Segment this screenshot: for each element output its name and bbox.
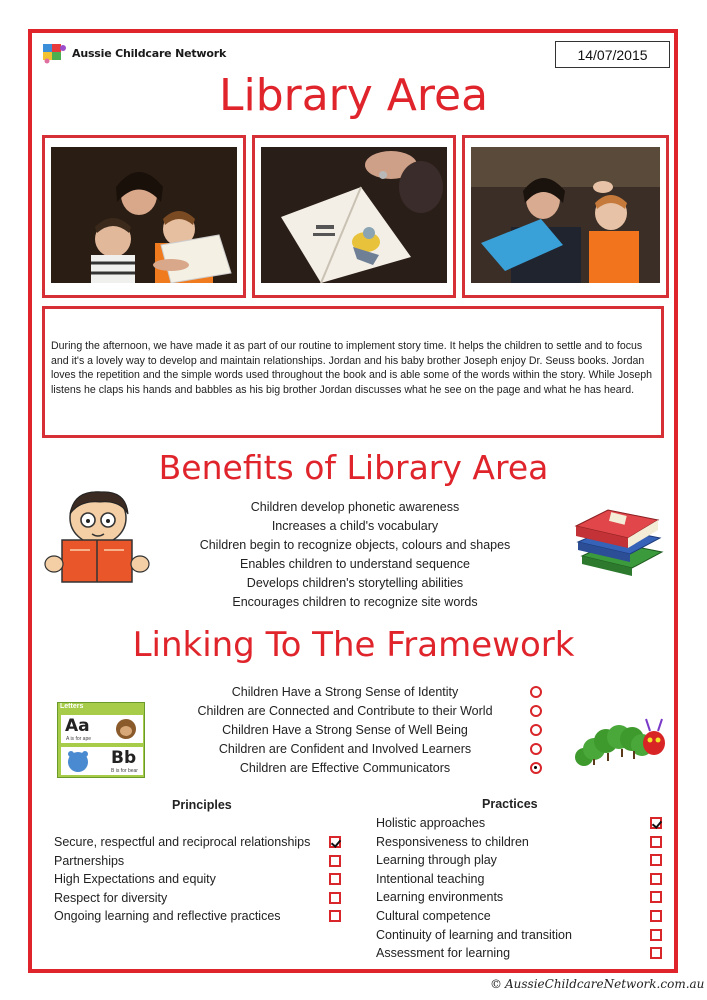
outcome-radio-selected[interactable]: [530, 762, 542, 774]
practice-checkbox[interactable]: [650, 891, 662, 903]
practice-label: Responsiveness to children: [376, 834, 529, 849]
outcome-label: Children are Confident and Involved Learners: [218, 741, 472, 756]
footer-copyright: [490, 977, 704, 991]
outcome-radio[interactable]: [530, 686, 542, 698]
outcome-row: [180, 739, 560, 758]
practice-label: Cultural competence: [376, 908, 491, 923]
page-title: Library Area: [218, 70, 489, 121]
principle-row: [54, 907, 346, 926]
outcome-row: [180, 701, 560, 720]
outcome-label: Children Have a Strong Sense of Well Being: [222, 722, 468, 737]
practice-row: [376, 944, 666, 963]
practice-checkbox[interactable]: [650, 929, 662, 941]
practice-checkbox[interactable]: [650, 947, 662, 959]
flashcard-card-a: [61, 715, 143, 743]
principle-checkbox[interactable]: [329, 873, 341, 885]
practices-list: [376, 814, 666, 963]
outcome-radio[interactable]: [530, 724, 542, 736]
principle-checkbox[interactable]: [329, 910, 341, 922]
book-stack-icon: [572, 506, 668, 580]
outcome-label: Children are Effective Communicators: [239, 760, 451, 775]
principle-row: [54, 870, 346, 889]
practice-checkbox[interactable]: [650, 854, 662, 866]
outcome-radio[interactable]: [530, 705, 542, 717]
benefit-item: Develops children's storytelling abilities: [246, 576, 464, 590]
benefit-item: Encourages children to recognize site words: [232, 595, 478, 609]
boy-reading-icon: [40, 488, 152, 584]
practice-row: [376, 926, 666, 945]
principle-label: Secure, respectful and reciprocal relationships: [54, 835, 311, 849]
practice-checkbox[interactable]: [650, 836, 662, 848]
flashcard-caption: A is for ape: [66, 736, 92, 742]
practice-checkbox-checked[interactable]: [650, 817, 662, 829]
practice-row: [376, 888, 666, 907]
practice-label: Continuity of learning and transition: [376, 927, 572, 942]
outcome-row: [180, 720, 560, 739]
story-box: [42, 306, 664, 438]
benefits-heading: Benefits of Library Area: [158, 448, 549, 487]
framework-outcomes: [180, 682, 560, 777]
flashcard-caption: B is for bear: [111, 768, 138, 774]
practice-label: Holistic approaches: [376, 816, 486, 830]
framework-heading: Linking To The Framework: [132, 625, 575, 665]
flashcard-title: Letters: [60, 703, 84, 710]
principle-checkbox-checked[interactable]: [329, 836, 341, 848]
principle-row: [54, 852, 346, 871]
practice-row: [376, 870, 666, 889]
principle-label: Ongoing learning and reflective practices: [54, 909, 281, 924]
benefits-list: [160, 498, 550, 612]
photo-mother-reading: [51, 147, 237, 283]
practice-row: [376, 814, 666, 833]
flashcard-letters: Aa: [65, 716, 90, 736]
copyright-icon: ©: [490, 977, 502, 991]
principles-list: [54, 833, 346, 926]
logo-puzzle-icon: [42, 42, 68, 64]
practice-label: Assessment for learning: [376, 946, 511, 961]
alphabet-flashcard: [57, 702, 145, 778]
outcome-radio[interactable]: [530, 743, 542, 755]
benefit-item: Enables children to understand sequence: [239, 557, 471, 571]
benefit-item: Children begin to recognize objects, colours and shapes: [199, 538, 511, 552]
benefit-item: Children develop phonetic awareness: [250, 500, 460, 514]
flashcard-card-b: [61, 747, 143, 775]
story-text: During the afternoon, we have made it as part of our routine to implement story time. It helps the children to settle and to focus and it's a lovely way to develop and maintain relationships. Jordan and his baby brother Joseph enjoy Dr. Seuss books. Jordan loves the repetition and the simple words used throughout the book and is able some of the words within the story. While Joseph listens he claps his hands and babbles as his big brother Jordan discusses what he see on the page and what he has heard.: [51, 340, 653, 396]
footer-text: AussieChildcareNetwork.com.au: [505, 977, 705, 991]
practice-label: Intentional teaching: [376, 871, 485, 886]
logo: [42, 42, 226, 64]
principle-checkbox[interactable]: [329, 855, 341, 867]
outcome-row: [180, 682, 560, 701]
principle-label: Respect for diversity: [54, 890, 168, 905]
practice-row: [376, 833, 666, 852]
flashcard-letters: Bb: [111, 748, 137, 768]
ape-icon: [113, 717, 139, 741]
principles-heading: Principles: [172, 798, 232, 812]
date-box: 14/07/2015: [555, 41, 670, 68]
photo-open-book: [261, 147, 447, 283]
caterpillar-icon: [574, 713, 670, 771]
logo-text: Aussie Childcare Network: [72, 46, 227, 60]
photo-frame-2: [252, 135, 456, 298]
photo-mother-and-boy: [471, 147, 660, 283]
practice-checkbox[interactable]: [650, 910, 662, 922]
bear-icon: [65, 749, 91, 773]
principle-checkbox[interactable]: [329, 892, 341, 904]
principle-row: [54, 833, 346, 852]
practice-label: Learning through play: [376, 853, 497, 868]
practice-label: Learning environments: [376, 890, 504, 905]
photo-frame-1: [42, 135, 246, 298]
photo-frame-3: [462, 135, 669, 298]
principle-row: [54, 889, 346, 908]
practices-heading: Practices: [482, 797, 538, 811]
principle-label: Partnerships: [54, 853, 125, 868]
outcome-row: [180, 758, 560, 777]
practice-checkbox[interactable]: [650, 873, 662, 885]
outcome-label: Children Have a Strong Sense of Identity: [231, 684, 459, 699]
principle-label: High Expectations and equity: [54, 872, 216, 887]
benefit-item: Increases a child's vocabulary: [271, 519, 439, 533]
practice-row: [376, 851, 666, 870]
practice-row: [376, 907, 666, 926]
outcome-label: Children are Connected and Contribute to their World: [197, 703, 493, 718]
